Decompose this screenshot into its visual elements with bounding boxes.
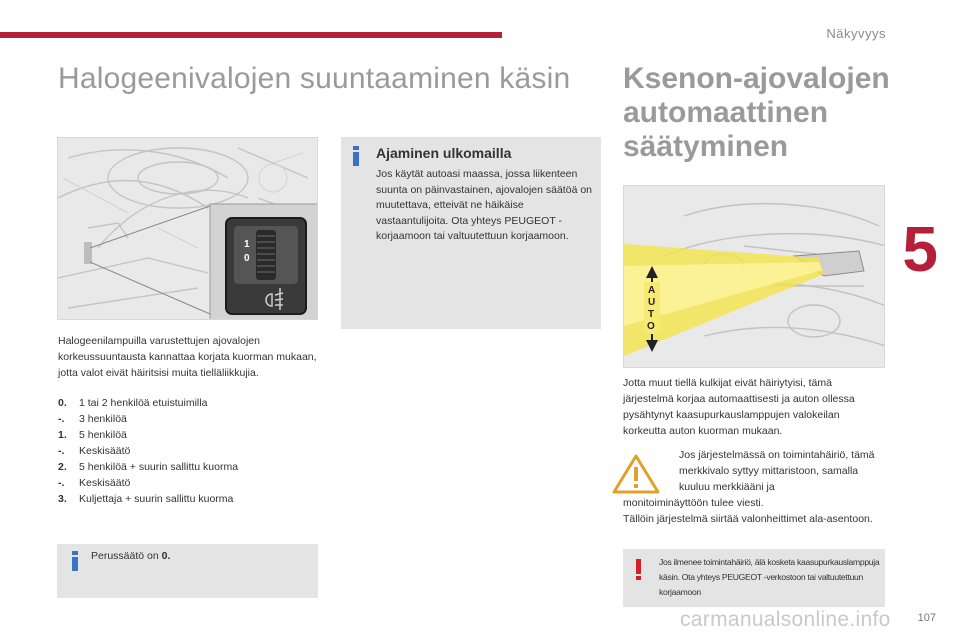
auto-letter: T [648, 309, 655, 320]
title-xenon-line: automaattinen [623, 96, 829, 129]
dashboard-dial-illustration [57, 137, 318, 320]
warning-line: Tällöin järjestelmä siirtää valonheittimet ala-asentoon. [623, 513, 873, 525]
setting-row [58, 411, 320, 427]
note-text [91, 550, 170, 562]
setting-row [58, 395, 320, 411]
watermark: carmanualsonline.info [680, 608, 891, 631]
setting-text: 3 henkilöä [79, 413, 127, 425]
setting-row [58, 443, 320, 459]
setting-text: Kuljettaja + suurin sallittu kuorma [79, 493, 234, 505]
halogen-intro-text: Halogeenilampuilla varustettujen ajovalojen korkeussuuntausta kannattaa korjata kuorman mukaan, jotta valot eivät häiritsisi muita tielläliikkujia. [58, 335, 317, 379]
title-xenon [623, 62, 890, 164]
auto-letter: O [647, 321, 655, 332]
infobox-text: Jos käytät autoasi maassa, jossa liikenteen suunta on päinvastainen, ajovalojen säätöä on muutettava, etteivät ne häikäise vastaantulijoita. Ota yhteys PEUGEOT -korjaamoon tai valtuutettuun korjaamoon. [376, 168, 592, 242]
dial-label-bottom: 0 [244, 253, 250, 264]
page-number: 107 [917, 612, 936, 624]
setting-key: -. [58, 445, 65, 457]
title-xenon-line: Ksenon-ajovalojen [623, 62, 890, 95]
setting-row [58, 427, 320, 443]
infobox-title: Ajaminen ulkomailla [376, 145, 512, 161]
setting-key: -. [58, 477, 65, 489]
setting-row [58, 491, 320, 507]
xenon-body-text: Jotta muut tiellä kulkijat eivät häiriytyisi, tämä järjestelmä korjaa automaattisesti ja auton ollessa pysähtynyt kaasupurkauslamppujen valokeilan korkeutta auton kuorman mukaan. [623, 377, 855, 437]
exclamation-icon [636, 559, 641, 581]
dial-label-top: 1 [244, 239, 250, 250]
setting-key: -. [58, 413, 65, 425]
driving-abroad-infobox [341, 137, 601, 329]
setting-text: 5 henkilöä + suurin sallittu kuorma [79, 461, 239, 473]
setting-row [58, 475, 320, 491]
setting-text: 1 tai 2 henkilöä etuistuimilla [79, 397, 208, 409]
setting-key: 1. [58, 429, 67, 441]
top-accent-bar [0, 32, 502, 38]
setting-row [58, 459, 320, 475]
setting-text: Keskisäätö [79, 445, 131, 457]
default-setting-note [57, 544, 318, 598]
chapter-number: 5 [902, 213, 938, 285]
info-icon [72, 551, 78, 571]
auto-letter: U [648, 297, 656, 308]
malfunction-warning-text [623, 447, 885, 527]
setting-key: 2. [58, 461, 67, 473]
note-prefix: Perussäätö on [91, 550, 162, 562]
setting-key: 0. [58, 397, 67, 409]
setting-text: 5 henkilöä [79, 429, 127, 441]
alert-box [623, 549, 885, 607]
title-halogen: Halogeenivalojen suuntaaminen käsin [58, 62, 571, 95]
xenon-beam-drawing [624, 186, 885, 368]
alert-text: Jos ilmenee toimintahäiriö, älä kosketa kaasupurkauslamppuja käsin. Ota yhteys PEUGEOT -verkostoon tai valtuutettuun korjaamoon [659, 557, 880, 597]
load-settings-list [58, 395, 320, 507]
setting-text: Keskisäätö [79, 477, 131, 489]
auto-letter: A [648, 285, 656, 296]
note-value: 0. [161, 550, 171, 562]
title-xenon-line: säätyminen [623, 130, 789, 163]
warning-line: Jos järjestelmässä on toimintahäiriö, tämä merkkivalo syttyy mittaristoon, samalla kuuluu merkkiääni ja [679, 449, 875, 493]
warning-line: monitoiminäyttöön tulee viesti. [623, 497, 764, 509]
dashboard-dial-drawing [58, 138, 318, 320]
section-label: Näkyvyys [826, 26, 886, 41]
xenon-auto-illustration [623, 185, 885, 368]
info-icon [353, 146, 359, 166]
setting-key: 3. [58, 493, 67, 505]
